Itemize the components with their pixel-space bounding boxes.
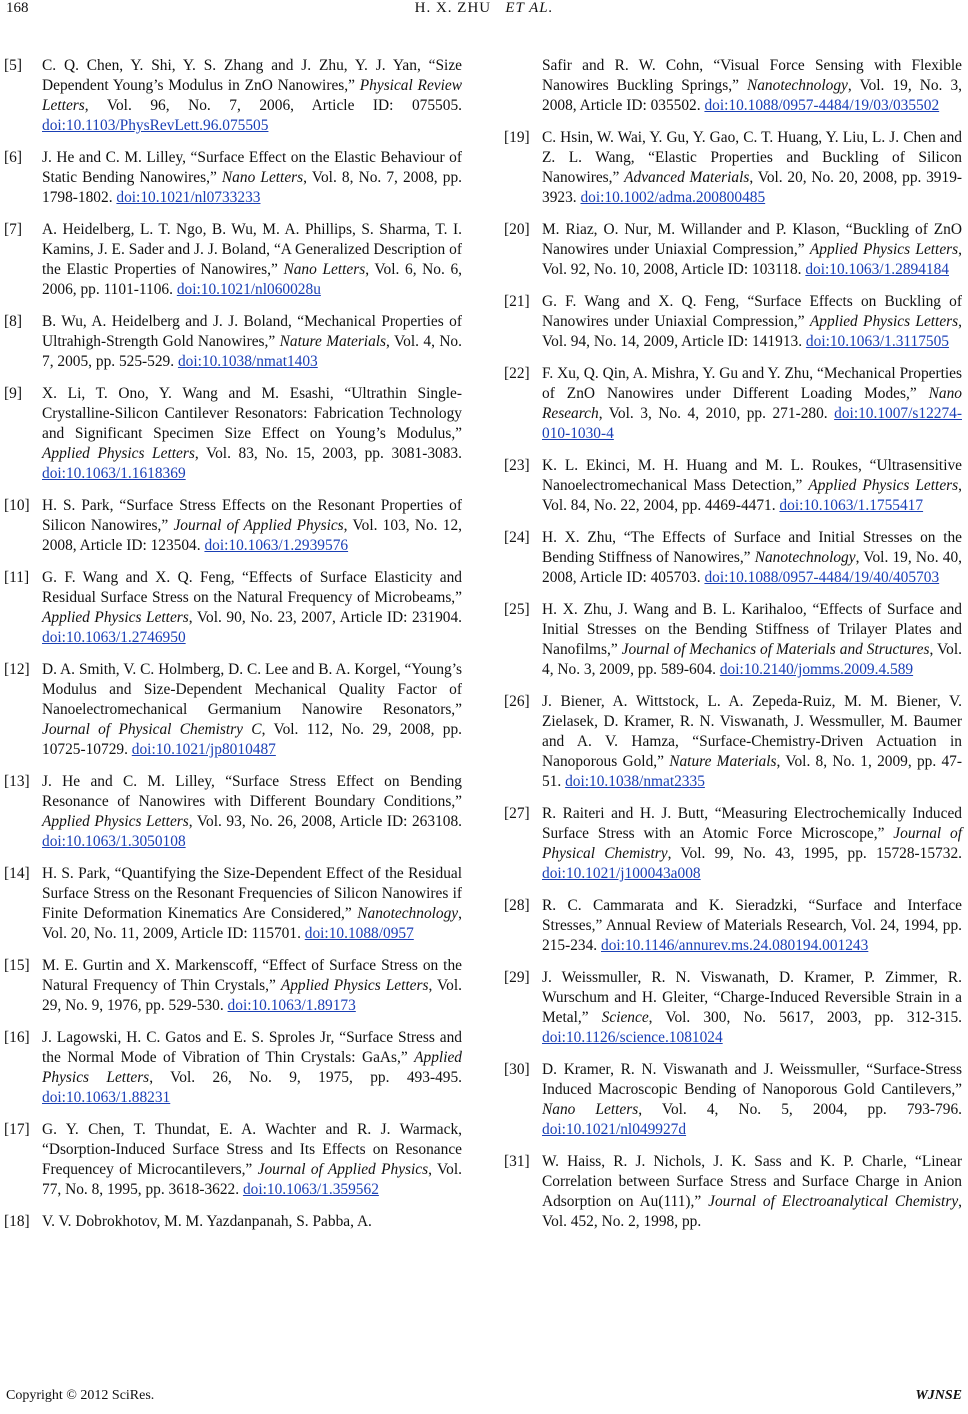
reference-number: [29] (504, 969, 530, 986)
reference-entry (504, 804, 962, 884)
reference-text-segment: H. X. Zhu, J. Wang and B. L. Karihaloo, “Effects of Surface and Initial Stresses on the Bending Stiffness of Trilayer Plates and Nanofilms,” (542, 601, 962, 658)
reference-text (542, 896, 962, 956)
reference-text (42, 1212, 462, 1232)
doi-link[interactable]: doi:10.1088/0957-4484/19/40/405703 (704, 569, 940, 586)
reference-text-segment: G. F. Wang and X. Q. Feng, “Surface Effects on Buckling of Nanowires under Uniaxial Compression,” (542, 293, 962, 330)
reference-text-segment: , Vol. 112, No. 29, 2008, pp. 10725-10729. (42, 721, 462, 758)
reference-text-segment: , Vol. 20, No. 11, 2009, Article ID: 115701. (42, 905, 462, 942)
reference-text (42, 312, 462, 372)
reference-entry (504, 128, 962, 208)
reference-text-segment: J. He and C. M. Lilley, “Surface Stress Effect on Bending Resonance of Nanowires with Different Boundary Conditions,” (42, 773, 462, 810)
reference-text-segment: , Vol. 4, No. 3, 2009, pp. 589-604. (542, 641, 962, 678)
reference-entry (504, 456, 962, 516)
reference-text-segment: , Vol. 83, No. 15, 2003, pp. 3081-3083. (194, 445, 462, 462)
reference-entry (504, 528, 962, 588)
reference-text-segment: , Vol. 77, No. 8, 1995, pp. 3618-3622. (42, 1161, 462, 1198)
reference-text (542, 804, 962, 884)
reference-number: [15] (4, 957, 30, 974)
reference-text (42, 384, 462, 484)
reference-journal-title: Applied Physics Letters (809, 241, 959, 258)
reference-text-segment: , Vol. 103, No. 12, 2008, Article ID: 123504. (42, 517, 463, 554)
reference-journal-title: Nature Materials (669, 753, 777, 770)
reference-text-segment: , Vol. 29, No. 9, 1976, pp. 529-530. (42, 977, 462, 1014)
reference-journal-title: Journal of Electroanalytical Chemistry (708, 1193, 959, 1210)
doi-link[interactable]: doi:10.1038/nmat2335 (565, 773, 705, 790)
reference-entry (4, 1212, 462, 1232)
doi-link[interactable]: doi:10.1126/science.1081024 (542, 1029, 723, 1046)
reference-journal-title: Nano Research (542, 385, 962, 422)
reference-text (542, 220, 962, 280)
reference-entry (4, 956, 462, 1016)
doi-link[interactable]: doi:10.1063/1.2746950 (42, 629, 186, 646)
reference-text-segment: V. V. Dobrokhotov, M. M. Yazdanpanah, S. Pabba, A. (42, 1213, 372, 1230)
doi-link[interactable]: doi:10.1103/PhysRevLett.96.075505 (42, 117, 269, 134)
reference-journal-title: Applied Physics Letters (42, 813, 189, 830)
reference-text-segment: W. Haiss, R. J. Nichols, J. K. Sass and K. P. Charle, “Linear Correlation between Surface Stress and Surface Charge in Anion Adsorption on Au(111),” (542, 1153, 962, 1210)
doi-link[interactable]: doi:10.1063/1.3117505 (805, 333, 949, 350)
doi-link[interactable]: doi:10.1063/1.3050108 (42, 833, 186, 850)
reference-text-segment: J. Lagowski, H. C. Gatos and E. S. Sproles Jr, “Surface Stress and the Normal Mode of Vibration of Thin Crystals: GaAs,” (42, 1029, 462, 1066)
copyright-notice: Copyright © 2012 SciRes. (6, 1388, 155, 1403)
reference-entry (4, 56, 462, 136)
running-title-authors: H. X. ZHU (414, 0, 492, 16)
doi-link[interactable]: doi:10.1063/1.2939576 (204, 537, 349, 554)
reference-journal-title: Nano Letters (542, 1101, 639, 1118)
reference-text-segment: , Vol. 20, No. 20, 2008, pp. 3919-3923. (542, 169, 963, 206)
reference-number: [6] (4, 149, 22, 166)
reference-entry (504, 56, 962, 116)
reference-number: [11] (4, 569, 30, 586)
reference-text-segment: H. X. Zhu, “The Effects of Surface and Initial Stresses on the Bending Stiffness of Nanowires,” (542, 529, 962, 566)
doi-link[interactable]: doi:10.1021/j100043a008 (542, 865, 701, 882)
reference-entry (4, 568, 462, 648)
reference-journal-title: Applied Physics Letters (808, 477, 959, 494)
reference-text-segment: R. C. Cammarata and K. Sieradzki, “Surface and Interface Stresses,” Annual Review of Materials Research, Vol. 24, 1994, pp. 215-234. (542, 897, 962, 954)
reference-number: [27] (504, 805, 530, 822)
reference-number: [12] (4, 661, 30, 678)
reference-text (42, 56, 462, 136)
reference-entry (4, 660, 462, 760)
references-left-column (4, 56, 462, 1244)
reference-journal-title: Applied Physics Letters (42, 609, 189, 626)
reference-entry (504, 968, 962, 1048)
reference-entry (504, 1060, 962, 1140)
reference-number: [30] (504, 1061, 530, 1078)
reference-journal-title: Nano Letters (221, 169, 304, 186)
reference-text-segment: , Vol. 19, No. 40, 2008, Article ID: 405703. (542, 549, 963, 586)
reference-text-segment: , Vol. 96, No. 7, 2006, Article ID: 075505. (84, 97, 462, 114)
reference-number: [8] (4, 313, 22, 330)
reference-text-segment: D. Kramer, R. N. Viswanath and J. Weissmuller, “Surface-Stress Induced Macroscopic Bending of Nanoporous Gold Cantilevers,” (542, 1061, 962, 1098)
reference-number: [28] (504, 897, 530, 914)
reference-number: [18] (4, 1213, 30, 1230)
reference-text-segment: , Vol. 300, No. 5617, 2003, pp. 312-315. (648, 1009, 962, 1026)
reference-text-segment: , Vol. 92, No. 10, 2008, Article ID: 103118. (542, 241, 962, 278)
reference-text (542, 968, 962, 1048)
reference-number: [22] (504, 365, 530, 382)
reference-text (42, 496, 462, 556)
reference-journal-title: Nanotechnology (357, 905, 459, 922)
reference-text-segment: , Vol. 4, No. 7, 2005, pp. 525-529. (42, 333, 462, 370)
reference-journal-title: Nanotechnology (746, 77, 848, 94)
reference-entry (4, 1028, 462, 1108)
reference-entry (504, 220, 962, 280)
reference-number: [26] (504, 693, 530, 710)
reference-entry (504, 292, 962, 352)
running-title (0, 0, 968, 17)
reference-number: [19] (504, 129, 530, 146)
reference-text-segment: Safir and R. W. Cohn, “Visual Force Sensing with Flexible Nanowires Buckling Springs,” (542, 57, 962, 94)
reference-entry (4, 220, 462, 300)
reference-text (42, 864, 462, 944)
reference-entry (504, 600, 962, 680)
reference-journal-title: Advanced Materials (624, 169, 750, 186)
page-header (0, 0, 968, 28)
reference-journal-title: Journal of Applied Physics (173, 517, 344, 534)
reference-journal-title: Nanotechnology (754, 549, 856, 566)
reference-text-segment: , Vol. 93, No. 26, 2008, Article ID: 263108. (188, 813, 462, 830)
reference-text (542, 456, 962, 516)
reference-journal-title: Applied Physics Letters (809, 313, 959, 330)
reference-text-segment: M. E. Gurtin and X. Markenscoff, “Effect of Surface Stress on the Natural Frequency of Thin Crystals,” (42, 957, 462, 994)
reference-number: [7] (4, 221, 22, 238)
reference-entry (4, 312, 462, 372)
reference-text-segment: , Vol. 8, No. 1, 2009, pp. 47-51. (542, 753, 962, 790)
reference-number: [10] (4, 497, 30, 514)
doi-link[interactable]: doi:10.1002/adma.200800485 (580, 189, 766, 206)
doi-link[interactable]: doi:10.1088/0957 (304, 925, 414, 942)
reference-text (42, 956, 462, 1016)
reference-text-segment: M. Riaz, O. Nur, M. Willander and P. Klason, “Buckling of ZnO Nanowires under Uniaxial Compression,” (542, 221, 962, 258)
reference-journal-title: Applied Physics Letters (280, 977, 429, 994)
reference-text-segment: , Vol. 84, No. 22, 2004, pp. 4469-4471. (542, 477, 962, 514)
doi-link[interactable]: doi:10.1063/1.359562 (242, 1181, 379, 1198)
doi-link[interactable]: doi:10.1038/nmat1403 (177, 353, 318, 370)
reference-text (42, 772, 462, 852)
reference-entry (4, 496, 462, 556)
reference-text-segment: H. S. Park, “Surface Stress Effects on the Resonant Properties of Silicon Nanowires,” (42, 497, 462, 534)
reference-text (542, 364, 962, 444)
reference-text-segment: , Vol. 8, No. 7, 2008, pp. 1798-1802. (42, 169, 463, 206)
doi-link[interactable]: doi:10.1063/1.1618369 (42, 465, 186, 482)
reference-entry (504, 364, 962, 444)
reference-text-segment: , Vol. 90, No. 23, 2007, Article ID: 231904. (188, 609, 462, 626)
doi-link[interactable]: doi:10.1021/nl0733233 (116, 189, 261, 206)
reference-number: [31] (504, 1153, 530, 1170)
reference-text (542, 1060, 962, 1140)
reference-text-segment: J. He and C. M. Lilley, “Surface Effect on the Elastic Behaviour of Static Bending Nanowires,” (42, 149, 462, 186)
reference-text-segment: , Vol. 4, No. 5, 2004, pp. 793-796. (638, 1101, 962, 1118)
references-right-column (504, 56, 962, 1244)
reference-text-segment: H. S. Park, “Quantifying the Size-Dependent Effect of the Residual Surface Stress on the Resonant Frequencies of Silicon Nanowires if Finite Deformation Kinematics Are Considered,” (42, 865, 462, 922)
doi-link[interactable]: doi:10.1021/jp8010487 (131, 741, 276, 758)
reference-journal-title: Nano Letters (283, 261, 366, 278)
reference-entry (4, 384, 462, 484)
reference-text-segment: X. Li, T. Ono, Y. Wang and M. Esashi, “Ultrathin Single-Crystalline-Silicon Cantilever Resonators: Fabrication Technology and Significant Specimen Size Effect on Young’s Modulus,” (42, 385, 462, 442)
reference-journal-title: Applied Physics Letters (42, 445, 195, 462)
reference-number: [23] (504, 457, 530, 474)
reference-journal-title: Applied Physics Letters (42, 1049, 462, 1086)
doi-link[interactable]: doi:10.2140/jomms.2009.4.589 (719, 661, 914, 678)
reference-number: [14] (4, 865, 30, 882)
reference-text-segment: R. Raiteri and H. J. Butt, “Measuring Electrochemically Induced Surface Stress with an Atomic Force Microscope,” (542, 805, 962, 842)
reference-text (42, 1028, 462, 1108)
reference-text-segment: , Vol. 6, No. 6, 2006, pp. 1101-1106. (42, 261, 463, 298)
reference-number: [17] (4, 1121, 30, 1138)
doi-link[interactable]: doi:10.1063/1.89173 (227, 997, 356, 1014)
reference-text-segment: , Vol. 99, No. 43, 1995, pp. 15728-15732. (667, 845, 962, 862)
reference-number: [20] (504, 221, 530, 238)
reference-text-segment: D. A. Smith, V. C. Holmberg, D. C. Lee and B. A. Korgel, “Young’s Modulus and Size-Dependent Mechanical Quality Factor of Nanoelectromechanical Germanium Nanowire Resonators,” (42, 661, 462, 718)
doi-link[interactable]: doi:10.1021/nl049927d (542, 1121, 687, 1138)
reference-text-segment: , Vol. 26, No. 9, 1975, pp. 493-495. (149, 1069, 462, 1086)
reference-text (542, 128, 962, 208)
reference-entry (504, 1152, 962, 1232)
reference-text (542, 56, 962, 116)
reference-entry (504, 692, 962, 792)
doi-link[interactable]: doi:10.1007/s12274-010-1030-4 (542, 405, 962, 442)
reference-number: [21] (504, 293, 530, 310)
reference-text-segment: B. Wu, A. Heidelberg and J. J. Boland, “Mechanical Properties of Ultrahigh-Strength Gold Nanowires,” (42, 313, 462, 350)
doi-link[interactable]: doi:10.1088/0957-4484/19/03/035502 (704, 97, 940, 114)
reference-journal-title: Nature Materials (279, 333, 387, 350)
reference-text (542, 1152, 962, 1232)
reference-entry (4, 864, 462, 944)
reference-text-segment: G. F. Wang and X. Q. Feng, “Effects of Surface Elasticity and Residual Surface Stress on the Natural Frequency of Microbeams,” (42, 569, 462, 606)
doi-link[interactable]: doi:10.1063/1.2894184 (805, 261, 949, 278)
reference-text-segment: J. Biener, A. Wittstock, L. A. Zepeda-Ruiz, M. M. Biener, V. Zielasek, D. Kramer, R. N. Viswanath, J. Wessmuller, M. Baumer and A. V. Hamza, “Surface-Chemistry-Driven Actuation in Nanoporous Gold,” (542, 693, 962, 770)
reference-text-segment: C. Hsin, W. Wai, Y. Gu, Y. Gao, C. T. Huang, Y. Liu, L. J. Chen and Z. L. Wang, “Elastic Properties and Buckling of Silicon Nanowires,” (542, 129, 962, 186)
reference-number: [25] (504, 601, 530, 618)
doi-link[interactable]: doi:10.1063/1.88231 (42, 1089, 171, 1106)
reference-journal-title: Journal of Physical Chemistry (542, 825, 962, 862)
page-number: 168 (6, 0, 29, 16)
doi-link[interactable]: doi:10.1146/annurev.ms.24.080194.001243 (601, 937, 869, 954)
running-title-etal: ET AL. (505, 0, 554, 16)
reference-entry (4, 148, 462, 208)
reference-text (42, 1120, 462, 1200)
doi-link[interactable]: doi:10.1021/nl060028u (176, 281, 321, 298)
reference-journal-title: Journal of Mechanics of Materials and Structures (621, 641, 930, 658)
reference-number: [24] (504, 529, 530, 546)
reference-text (542, 528, 962, 588)
reference-number: [9] (4, 385, 22, 402)
reference-number: [16] (4, 1029, 30, 1046)
reference-number: [5] (4, 57, 22, 74)
reference-number (504, 56, 542, 116)
reference-text-segment: J. Weissmuller, R. N. Viswanath, D. Kramer, P. Zimmer, R. Wurschum and H. Gleiter, “Charge-Induced Reversible Strain in a Metal,” (542, 969, 962, 1026)
reference-text-segment: , Vol. 452, No. 2, 1998, pp. (542, 1193, 963, 1230)
reference-text (42, 220, 462, 300)
reference-text-segment: A. Heidelberg, L. T. Ngo, B. Wu, M. A. Phillips, S. Sharma, T. I. Kamins, J. E. Sader and J. J. Boland, “A Generalized Description of the Elastic Properties of Nanowires,” (42, 221, 462, 278)
reference-text-segment: , Vol. 19, No. 3, 2008, Article ID: 035502. (542, 77, 962, 114)
doi-link[interactable]: doi:10.1063/1.1755417 (779, 497, 924, 514)
reference-text-segment: C. Q. Chen, Y. Shi, Y. S. Zhang and J. Zhu, Y. J. Yan, “Size Dependent Young’s Modulus in ZnO Nanowires,” (42, 57, 462, 94)
reference-entry (4, 1120, 462, 1200)
reference-entry (504, 896, 962, 956)
reference-text-segment: F. Xu, Q. Qin, A. Mishra, Y. Gu and Y. Zhu, “Mechanical Properties of ZnO Nanowires under Different Loading Modes,” (542, 365, 962, 402)
reference-text (42, 148, 462, 208)
reference-text-segment: , Vol. 94, No. 14, 2009, Article ID: 141913. (542, 313, 962, 350)
reference-journal-title: Physical Review Letters (42, 77, 462, 114)
reference-text (542, 292, 962, 352)
journal-abbreviation: WJNSE (915, 1388, 962, 1403)
reference-journal-title: Journal of Physical Chemistry C (42, 721, 262, 738)
reference-journal-title: Journal of Applied Physics (257, 1161, 429, 1178)
reference-text (542, 600, 962, 680)
reference-text (542, 692, 962, 792)
reference-text (42, 660, 462, 760)
reference-number: [13] (4, 773, 30, 790)
reference-text (42, 568, 462, 648)
reference-text-segment: K. L. Ekinci, M. H. Huang and M. L. Roukes, “Ultrasensitive Nanoelectromechanical Mass Detection,” (542, 457, 962, 494)
reference-text-segment: , Vol. 3, No. 4, 2010, pp. 271-280. (598, 405, 835, 422)
reference-text-segment: G. Y. Chen, T. Thundat, E. A. Wachter and R. J. Warmack, “Dsorption-Induced Surface Stress and Its Effects on Resonance Frequencey of Microcantilevers,” (42, 1121, 462, 1178)
reference-journal-title: Science (601, 1009, 649, 1026)
reference-entry (4, 772, 462, 852)
